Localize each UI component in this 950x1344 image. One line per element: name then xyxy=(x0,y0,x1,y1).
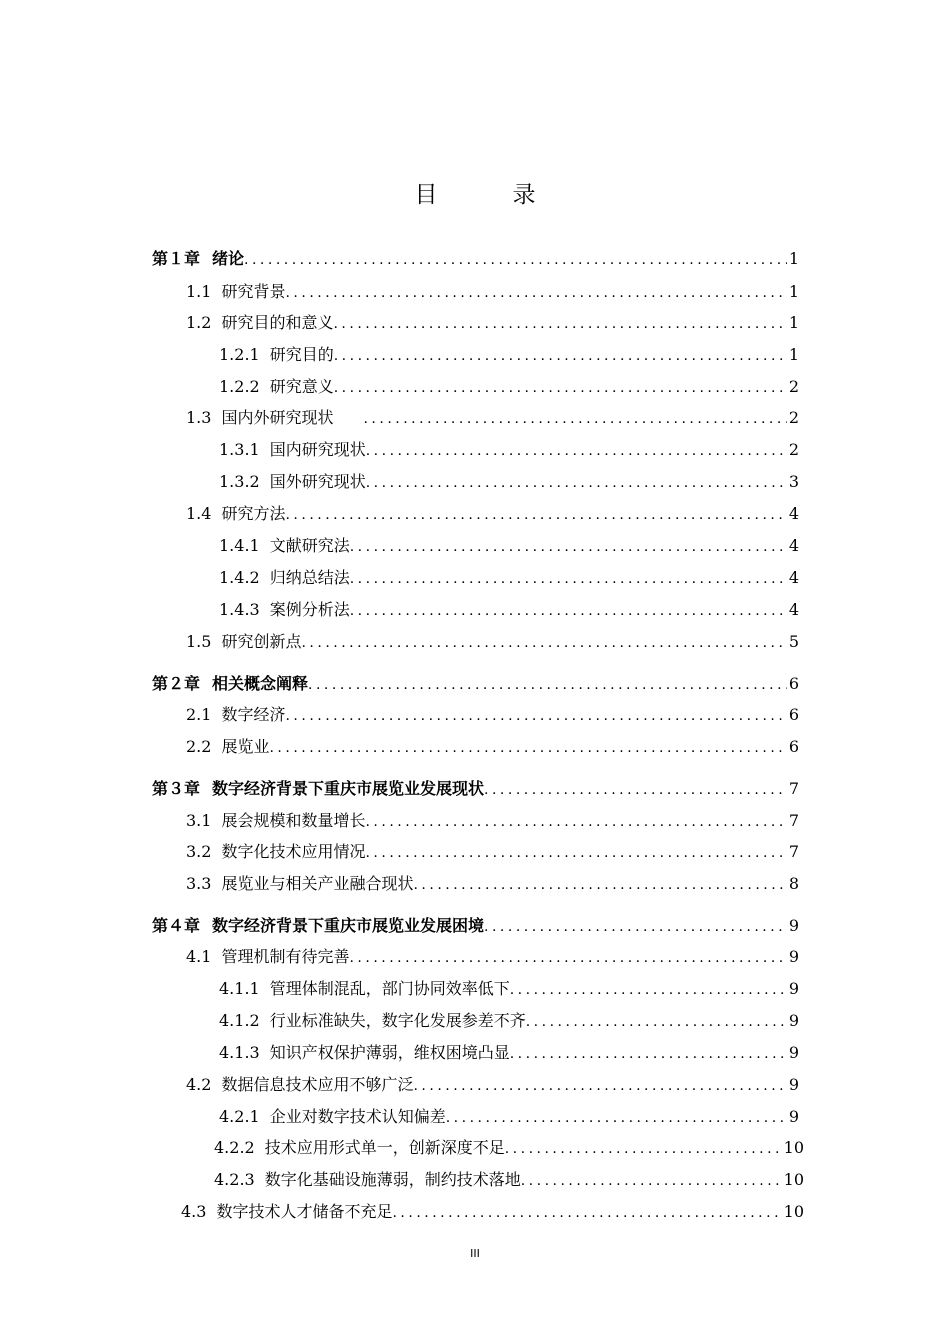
toc-page-number: 1 xyxy=(788,282,799,301)
dot-leader xyxy=(269,736,786,760)
toc-page-number: 3 xyxy=(788,472,799,491)
toc-entry-text: 数字经济背景下重庆市展览业发展现状 xyxy=(212,779,485,798)
toc-entry-1-2-2[interactable] xyxy=(219,375,799,399)
toc-page-number: 2 xyxy=(788,440,799,459)
toc-entry-text: 数字化技术应用情况 xyxy=(221,842,366,861)
toc-entry-4-2-3[interactable] xyxy=(214,1168,804,1192)
dot-leader xyxy=(484,915,787,939)
dot-leader xyxy=(285,281,786,305)
toc-entry-2-1[interactable] xyxy=(186,703,799,727)
toc-entry-1-4-2[interactable] xyxy=(219,566,799,590)
toc-entry-number: 1.5 xyxy=(186,632,212,651)
toc-entry-1-4-3[interactable] xyxy=(219,598,799,622)
toc-entry-ch2[interactable] xyxy=(152,672,799,696)
dot-leader xyxy=(505,1137,782,1161)
dot-leader xyxy=(285,503,786,527)
toc-entry-3-3[interactable] xyxy=(186,872,799,896)
page-footer-number: III xyxy=(470,1247,480,1260)
toc-entry-text: 展会规模和数量增长 xyxy=(221,811,366,830)
dot-leader xyxy=(446,1106,787,1130)
toc-entry-1-1[interactable] xyxy=(186,280,799,304)
toc-page-number: 6 xyxy=(788,737,799,756)
toc-page-number: 1 xyxy=(788,313,799,332)
toc-page-number: 8 xyxy=(788,874,799,893)
dot-leader xyxy=(365,810,786,834)
toc-entry-4-2-1[interactable] xyxy=(219,1105,799,1129)
toc-entry-number: 3.1 xyxy=(186,811,212,830)
toc-entry-number: 2.2 xyxy=(186,737,212,756)
toc-entry-ch4[interactable] xyxy=(152,914,799,938)
toc-entry-4-3[interactable] xyxy=(181,1200,804,1224)
dot-leader xyxy=(350,535,787,559)
toc-page-number: 4 xyxy=(788,568,799,587)
toc-entry-1-5[interactable] xyxy=(186,630,799,654)
toc-entry-text: 研究目的 xyxy=(269,345,334,364)
dot-leader xyxy=(349,946,786,970)
dot-leader xyxy=(350,567,787,591)
toc-entry-text: 数字化基础设施薄弱，制约技术落地 xyxy=(264,1170,521,1189)
toc-page-number: 9 xyxy=(788,979,799,998)
toc-entry-4-1[interactable] xyxy=(186,945,799,969)
toc-entry-4-2[interactable] xyxy=(186,1073,799,1097)
toc-page-number: 9 xyxy=(788,916,799,935)
toc-entry-number: 1.3 xyxy=(186,408,212,427)
toc-entry-1-2-1[interactable] xyxy=(219,343,799,367)
toc-entry-number: 3.2 xyxy=(186,842,212,861)
toc-entry-text: 研究方法 xyxy=(221,504,286,523)
toc-page-number: 9 xyxy=(788,1107,799,1126)
dot-leader xyxy=(363,407,786,431)
toc-entry-text: 数字技术人才储备不充足 xyxy=(216,1202,393,1221)
dot-leader xyxy=(334,344,787,368)
dot-leader xyxy=(365,841,786,865)
toc-page-number: 6 xyxy=(788,705,799,724)
toc-entry-text: 数字经济 xyxy=(221,705,286,724)
toc-entry-number: 1.4.2 xyxy=(219,568,260,587)
dot-leader xyxy=(244,248,787,272)
toc-entry-1-4[interactable] xyxy=(186,502,799,526)
toc-entry-text: 数字经济背景下重庆市展览业发展困境 xyxy=(212,916,485,935)
toc-page-number: 2 xyxy=(788,377,799,396)
toc-entry-number: 4.2 xyxy=(186,1075,212,1094)
toc-entry-number: 1.2.1 xyxy=(219,345,260,364)
toc-entry-number: 3.3 xyxy=(186,874,212,893)
toc-page-number: 9 xyxy=(788,1075,799,1094)
toc-page-number: 10 xyxy=(783,1202,804,1221)
toc-entry-number: 第１章 xyxy=(152,249,201,268)
toc-entry-2-2[interactable] xyxy=(186,735,799,759)
toc-entry-4-1-2[interactable] xyxy=(219,1009,799,1033)
toc-page-number: 1 xyxy=(788,249,799,268)
toc-entry-text: 研究背景 xyxy=(221,282,286,301)
dot-leader xyxy=(366,439,787,463)
toc-entry-text: 展览业 xyxy=(221,737,270,756)
toc-page-number: 7 xyxy=(788,842,799,861)
toc-page-number: 9 xyxy=(788,947,799,966)
toc-entry-4-1-3[interactable] xyxy=(219,1041,799,1065)
toc-entry-4-2-2[interactable] xyxy=(214,1136,804,1160)
toc-entry-text: 管理体制混乱，部门协同效率低下 xyxy=(269,979,510,998)
toc-page-number: 10 xyxy=(783,1170,804,1189)
toc-entry-number: 第４章 xyxy=(152,916,201,935)
toc-entry-number: 4.3 xyxy=(181,1202,207,1221)
toc-entry-number: 1.3.1 xyxy=(219,440,260,459)
toc-entry-number: 1.1 xyxy=(186,282,212,301)
toc-entry-3-2[interactable] xyxy=(186,840,799,864)
toc-page-number: 7 xyxy=(788,811,799,830)
toc-entry-text: 展览业与相关产业融合现状 xyxy=(221,874,414,893)
toc-entry-text: 文献研究法 xyxy=(269,536,350,555)
toc-entry-number: 1.2 xyxy=(186,313,212,332)
toc-entry-text: 归纳总结法 xyxy=(269,568,350,587)
toc-page-number: 9 xyxy=(788,1011,799,1030)
dot-leader xyxy=(333,312,786,336)
toc-entry-text: 知识产权保护薄弱，维权困境凸显 xyxy=(269,1043,510,1062)
toc-entry-number: 4.1 xyxy=(186,947,212,966)
toc-entry-number: 4.1.3 xyxy=(219,1043,260,1062)
toc-entry-1-4-1[interactable] xyxy=(219,534,799,558)
toc-entry-number: 4.1.2 xyxy=(219,1011,260,1030)
dot-leader xyxy=(413,873,786,897)
toc-entry-text: 数据信息技术应用不够广泛 xyxy=(221,1075,414,1094)
toc-page-number: 2 xyxy=(788,408,799,427)
toc-page-number: 1 xyxy=(788,345,799,364)
toc-entry-number: 1.4.1 xyxy=(219,536,260,555)
toc-entry-number: 4.2.3 xyxy=(214,1170,255,1189)
toc-entry-text: 国内研究现状 xyxy=(269,440,366,459)
dot-leader xyxy=(334,376,787,400)
toc-entry-number: 2.1 xyxy=(186,705,212,724)
toc-entry-number: 第３章 xyxy=(152,779,201,798)
toc-entry-text: 研究目的和意义 xyxy=(221,313,334,332)
toc-entry-text: 管理机制有待完善 xyxy=(221,947,350,966)
toc-page-number: 4 xyxy=(788,600,799,619)
dot-leader xyxy=(285,704,786,728)
toc-entry-1-2[interactable] xyxy=(186,311,799,335)
toc-entry-ch3[interactable] xyxy=(152,777,799,801)
dot-leader xyxy=(366,471,787,495)
toc-entry-1-3-1[interactable] xyxy=(219,438,799,462)
toc-entry-number: 1.2.2 xyxy=(219,377,260,396)
toc-entry-text: 技术应用形式单一，创新深度不足 xyxy=(264,1138,505,1157)
dot-leader xyxy=(413,1074,786,1098)
toc-entry-3-1[interactable] xyxy=(186,809,799,833)
toc-page-number: 10 xyxy=(783,1138,804,1157)
toc-page-number: 4 xyxy=(788,504,799,523)
dot-leader xyxy=(484,778,787,802)
toc-page-number: 4 xyxy=(788,536,799,555)
toc-entry-1-3[interactable] xyxy=(186,406,799,430)
toc-entry-number: 4.2.1 xyxy=(219,1107,260,1126)
dot-leader xyxy=(521,1169,782,1193)
dot-leader xyxy=(350,599,787,623)
toc-page-number: 6 xyxy=(788,674,799,693)
toc-title: 目 录 xyxy=(414,182,562,208)
dot-leader xyxy=(510,1042,787,1066)
dot-leader xyxy=(301,631,786,655)
dot-leader xyxy=(510,978,787,1002)
toc-entry-text: 绪论 xyxy=(212,249,245,268)
dot-leader xyxy=(308,673,787,697)
toc-entry-number: 第２章 xyxy=(152,674,201,693)
toc-entry-text: 案例分析法 xyxy=(269,600,350,619)
toc-entry-text: 企业对数字技术认知偏差 xyxy=(269,1107,446,1126)
toc-entry-number: 4.1.1 xyxy=(219,979,260,998)
toc-entry-number: 1.4.3 xyxy=(219,600,260,619)
toc-entry-4-1-1[interactable] xyxy=(219,977,799,1001)
toc-entry-text: 研究创新点 xyxy=(221,632,302,651)
toc-entry-text: 国外研究现状 xyxy=(269,472,366,491)
dot-leader xyxy=(526,1010,787,1034)
toc-entry-1-3-2[interactable] xyxy=(219,470,799,494)
toc-entry-text: 相关概念阐释 xyxy=(212,674,309,693)
toc-page-number: 5 xyxy=(788,632,799,651)
toc-entry-text: 国内外研究现状 xyxy=(221,408,334,427)
toc-entry-text: 研究意义 xyxy=(269,377,334,396)
toc-entry-number: 4.2.2 xyxy=(214,1138,255,1157)
toc-entry-number: 1.4 xyxy=(186,504,212,523)
toc-page-number: 9 xyxy=(788,1043,799,1062)
toc-entry-ch1[interactable] xyxy=(152,247,799,271)
toc-entry-text: 行业标准缺失，数字化发展参差不齐 xyxy=(269,1011,526,1030)
toc-entry-number: 1.3.2 xyxy=(219,472,260,491)
dot-leader xyxy=(392,1201,781,1225)
toc-page-number: 7 xyxy=(788,779,799,798)
